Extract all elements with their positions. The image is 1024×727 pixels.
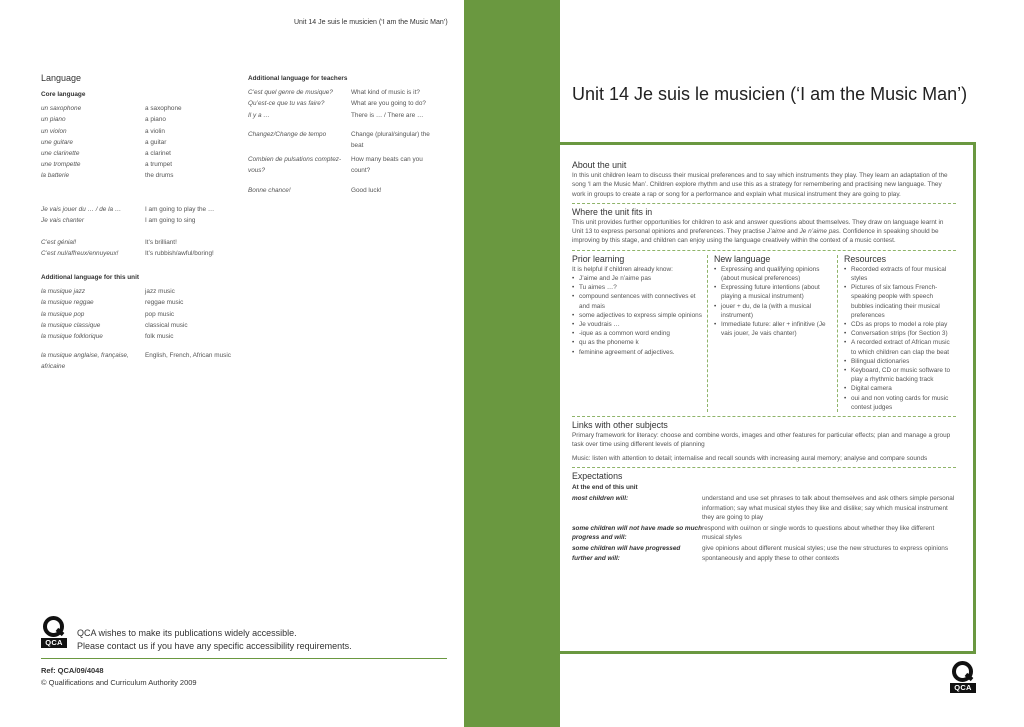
list-item: • some adjectives to express simple opinions	[572, 311, 703, 320]
new-language-heading: New language	[714, 253, 771, 264]
section-divider	[572, 416, 956, 417]
vocab-row	[41, 215, 255, 226]
list-item: • A recorded extract of African music to which children can clap the beat	[844, 338, 952, 356]
vocab-en: a piano	[145, 116, 166, 124]
list-item: • Tu aimes …?	[572, 283, 703, 292]
resources-column	[838, 255, 956, 412]
expectation-row	[572, 544, 956, 562]
vocab-row	[41, 286, 255, 297]
vocab-row	[41, 159, 255, 170]
list-item: • compound sentences with connectives et and mais	[572, 292, 703, 310]
vocab-en: I am going to sing	[145, 216, 196, 224]
list-item: • Expressing and qualifying opinions (about musical preferences)	[714, 265, 833, 283]
vocab-en: folk music	[145, 333, 174, 341]
vocab-en: a trumpet	[145, 161, 172, 169]
unit-overview-frame	[560, 142, 976, 654]
links-literacy: Primary framework for literacy: choose and combine words, images and other features for particular effects; plan and manage a group task over time using different levels of planning	[572, 432, 951, 449]
vocab-fr: un violon	[41, 127, 67, 135]
resources-heading: Resources	[844, 253, 887, 264]
expectation-label: some children will not have made so much progress and will:	[572, 524, 702, 542]
links-heading: Links with other subjects	[572, 420, 668, 431]
vocab-fr: Changez/Change de tempo	[248, 130, 327, 138]
vocab-row	[248, 110, 441, 121]
expectation-text: respond with oui/non or single words to questions about whether they like different musical styles	[702, 524, 935, 542]
vocab-en: What are you going to do?	[351, 100, 426, 108]
vocab-en: the drums	[145, 172, 174, 180]
accessibility-message	[77, 627, 352, 652]
vocab-en: a clarinet	[145, 150, 171, 158]
publication-ref: Ref: QCA/09/4048	[41, 666, 104, 675]
fits-heading: Where the unit fits in	[572, 206, 653, 217]
list-item: • Pictures of six famous French-speaking people with speech bubbles indicating their musical preferences	[844, 283, 952, 320]
three-column-section	[572, 255, 956, 412]
vocab-en: It’s rubbish/awful/boring!	[145, 250, 214, 258]
qca-logo-icon	[950, 661, 976, 694]
vocab-fr: la musique folklorique	[41, 333, 103, 341]
core-language-heading: Core language	[41, 91, 86, 98]
left-page	[0, 0, 464, 727]
core-language-section	[41, 89, 255, 259]
vocab-fr: C’est génial!	[41, 239, 77, 247]
vocab-row	[41, 297, 255, 308]
vocab-en: Good luck!	[351, 186, 382, 194]
vocab-fr: C’est quel genre de musique?	[248, 89, 333, 97]
about-heading: About the unit	[572, 160, 627, 170]
vocab-en: There is … / There are …	[351, 111, 424, 119]
additional-language-heading: Additional language for this unit	[41, 274, 139, 281]
vocab-fr: un saxophone	[41, 105, 82, 113]
vocab-row	[248, 98, 441, 109]
vocab-fr: Je vais jouer du … / de la …	[41, 205, 122, 213]
prior-learning-intro: It is helpful if children already know:	[572, 265, 673, 273]
expectation-text: give opinions about different musical styles; use the new structures to express opinions spontaneously and apply these to other contexts	[702, 545, 949, 562]
vocab-en: It’s brilliant!	[145, 239, 177, 247]
vocab-row	[41, 309, 255, 320]
vocab-en: What kind of music is it?	[351, 89, 420, 97]
footer-divider	[41, 658, 447, 659]
expectations-heading: Expectations	[572, 470, 623, 481]
vocab-row	[41, 137, 255, 148]
vocab-en: a saxophone	[145, 105, 182, 113]
accessibility-line-2: Please contact us if you have any specific accessibility requirements.	[77, 640, 352, 651]
running-head: Unit 14 Je suis le musicien (‘I am the Music Man’)	[294, 19, 448, 26]
vocab-fr: un piano	[41, 116, 66, 124]
language-heading: Language	[41, 73, 82, 83]
vocab-row	[248, 185, 441, 196]
list-item: • CDs as props to model a role play	[844, 320, 952, 329]
list-item: • Expressing future intentions (about playing a musical instrument)	[714, 283, 833, 301]
vocab-en: reggae music	[145, 299, 184, 307]
list-item: • feminine agreement of adjectives.	[572, 348, 703, 357]
qca-logo-text: QCA	[41, 638, 67, 648]
vocab-row	[41, 248, 255, 259]
vocab-row	[41, 126, 255, 137]
vocab-en: a violin	[145, 127, 165, 135]
expectation-row	[572, 494, 956, 522]
fits-text: This unit provides further opportunities for children to ask and answer questions about themselves. They draw on language learnt in Unit 13 to express personal opinions and preferences. They practise J’aime and Je n’aime pas. Confidence in speaking should be improving by this stage, and children can enjoy using the language creatively within the context of a music contest.	[572, 219, 944, 245]
expectations-subheading: At the end of this unit	[572, 484, 638, 492]
list-item: • oui and non voting cards for music contest judges	[844, 394, 952, 412]
vocab-fr: la musique classique	[41, 321, 101, 329]
expectation-label: most children will:	[572, 495, 629, 503]
vocab-fr: la musique jazz	[41, 288, 86, 296]
vocab-en: jazz music	[145, 288, 175, 296]
vocab-fr: la musique reggae	[41, 299, 94, 307]
prior-learning-heading: Prior learning	[572, 253, 625, 264]
vocab-en: I am going to play the …	[145, 205, 215, 213]
vocab-row	[248, 154, 441, 176]
list-item: • Immediate future: aller + infinitive (Je vais jouer, Je vais chanter)	[714, 320, 833, 338]
list-item: • Keyboard, CD or music software to play a rhythmic backing track	[844, 366, 952, 384]
vocab-fr: Qu’est-ce que tu vas faire?	[248, 100, 325, 108]
list-item: • J’aime and Je n’aime pas	[572, 274, 703, 283]
vocab-row	[41, 350, 255, 372]
section-divider	[572, 250, 956, 251]
vocab-en: classical music	[145, 321, 188, 329]
vocab-fr: la musique pop	[41, 310, 85, 318]
vocab-row	[41, 237, 255, 248]
unit-title: Unit 14 Je suis le musicien (‘I am the Music Man’)	[572, 84, 968, 104]
vocab-row	[41, 170, 255, 181]
expectation-label: some children will have progressed further and will:	[572, 545, 681, 562]
vocab-fr: une trompette	[41, 161, 81, 169]
vocab-row	[41, 331, 255, 342]
vocab-row	[41, 320, 255, 331]
vocab-fr: la musique anglaise, française, africaine	[41, 352, 129, 371]
vocab-en: a guitar	[145, 138, 167, 146]
vocab-row	[41, 148, 255, 159]
list-item: • -ique as a common word ending	[572, 329, 703, 338]
vocab-fr: la batterie	[41, 172, 70, 180]
new-language-column	[708, 255, 838, 412]
vocab-row	[248, 87, 441, 98]
vocab-row	[248, 129, 441, 151]
green-spine	[464, 0, 560, 727]
links-music: Music: listen with attention to detail; internalise and recall sounds with increasing aural memory; analyse and compare sounds	[572, 454, 928, 462]
vocab-fr: une guitare	[41, 138, 73, 146]
expectation-text: understand and use set phrases to talk about themselves and ask others simple personal information; say what musical styles they like and dislike; say which musical instrument they are going to play	[702, 495, 955, 521]
right-page	[560, 0, 1024, 727]
accessibility-notice	[41, 616, 451, 656]
vocab-row	[41, 114, 255, 125]
expectation-row	[572, 524, 956, 542]
section-divider	[572, 203, 956, 204]
teachers-language-section	[248, 73, 441, 196]
list-item: • Bilingual dictionaries	[844, 357, 952, 366]
vocab-en: English, French, African music	[145, 352, 231, 360]
about-text: In this unit children learn to discuss their musical preferences and to say which instruments they play. They learn an adaptation of the song ‘I am the Music Man’. Children explore rhythm and use this as a strategy for remembering and practising new language. They work in groups to create a rap or song for a performance and explain what musical instrument they are going to play.	[572, 172, 948, 198]
vocab-en: How many beats can you count?	[351, 156, 423, 175]
qca-logo-text: QCA	[950, 683, 976, 693]
vocab-row	[41, 204, 255, 215]
list-item: • qu as the phoneme k	[572, 338, 703, 347]
list-item: • jouer + du, de la (with a musical instrument)	[714, 302, 833, 320]
vocab-fr: C’est nul/affreux/ennuyeux!	[41, 250, 119, 258]
vocab-en: pop music	[145, 310, 175, 318]
list-item: • Digital camera	[844, 384, 952, 393]
vocab-fr: Bonne chance!	[248, 186, 291, 194]
vocab-fr: Combien de pulsations comptez-vous?	[248, 156, 342, 175]
list-item: • Recorded extracts of four musical styles	[844, 265, 952, 283]
accessibility-line-1: QCA wishes to make its publications widely accessible.	[77, 628, 297, 638]
list-item: • Conversation strips (for Section 3)	[844, 329, 952, 338]
vocab-row	[41, 103, 255, 114]
teachers-language-heading: Additional language for teachers	[248, 75, 348, 82]
additional-language-section	[41, 272, 255, 373]
vocab-fr: Je vais chanter	[41, 216, 84, 224]
qca-logo-icon	[41, 616, 67, 649]
vocab-en: Change (plural/singular) the beat	[351, 130, 430, 150]
list-item: • Je voudrais …	[572, 320, 703, 329]
section-divider	[572, 467, 956, 468]
vocab-fr: Il y a …	[248, 111, 270, 119]
copyright: © Qualifications and Curriculum Authority 2009	[41, 678, 197, 687]
prior-learning-column	[572, 255, 708, 412]
vocab-fr: une clarinette	[41, 150, 80, 158]
